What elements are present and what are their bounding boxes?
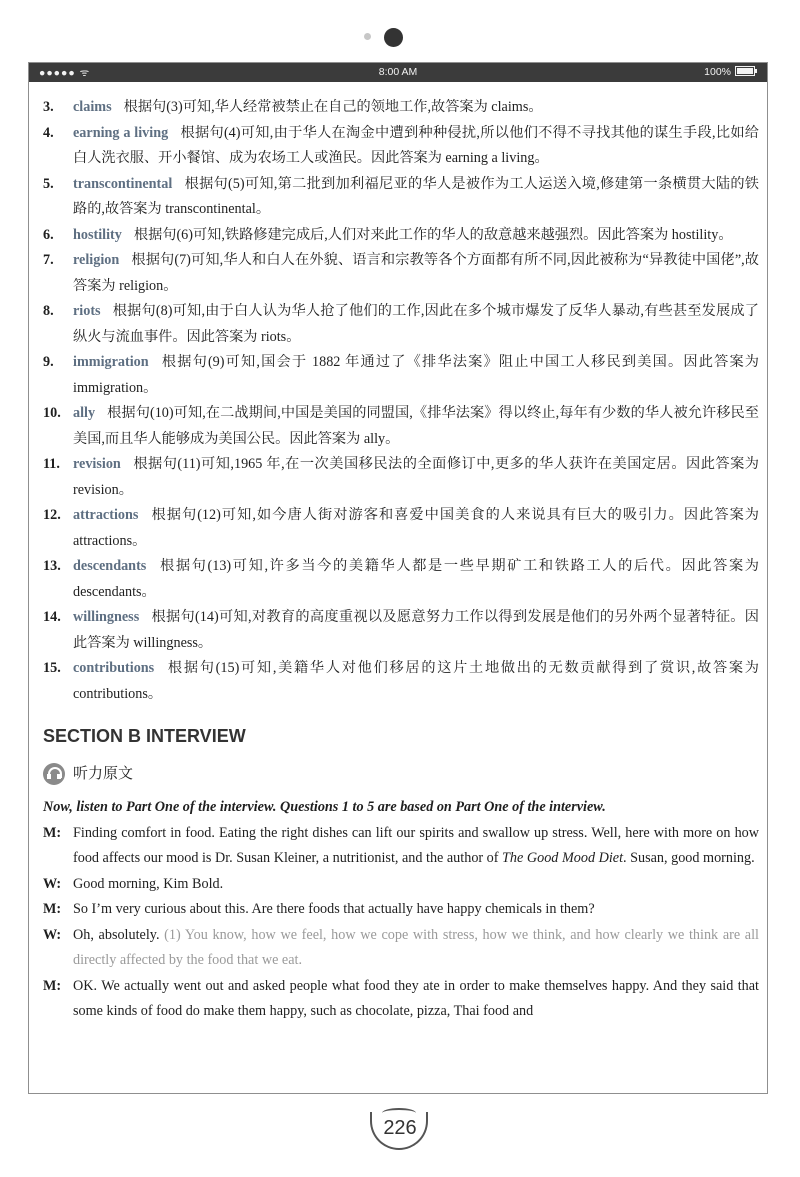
answer-explanation: 根据句(5)可知,第二批到加利福尼亚的华人是被作为工人运送入境,修建第一条横贯大陆的铁路的,故答案为 transcontinental。 xyxy=(73,175,759,217)
answer-item xyxy=(43,223,759,249)
dialogue-text xyxy=(73,897,759,923)
answer-keyword: ally xyxy=(73,405,96,421)
device-camera xyxy=(0,27,800,47)
speaker-label: M: xyxy=(43,901,62,917)
answer-body xyxy=(73,452,759,503)
answer-item xyxy=(43,656,759,707)
sensor-dot xyxy=(364,33,371,40)
speaker-label: W: xyxy=(43,926,62,943)
answer-keyword: willingness xyxy=(73,609,140,625)
answer-body xyxy=(73,248,759,299)
dialogue-segment: So I’m very curious about this. Are there foods that actually have happy chemicals in them? xyxy=(73,901,595,917)
answer-item xyxy=(43,299,759,350)
dialogue-segment: OK. We actually went out and asked people what food they ate in order to make themselves happy. And they said that some kinds of food do make them happy, such as chocolate, pizza, Thai food and xyxy=(73,977,759,1019)
answer-keyword: attractions xyxy=(73,507,139,523)
answer-number: 11. xyxy=(43,456,60,472)
answer-explanation: 根据句(15)可知,美籍华人对他们移居的这片土地做出的无数贡献得到了赏识,故答案为 contributions。 xyxy=(73,660,759,702)
answer-item xyxy=(43,95,759,121)
speaker-label: W: xyxy=(43,875,62,892)
speaker-label: M: xyxy=(43,824,62,841)
answer-explanation: 根据句(6)可知,铁路修建完成后,人们对来此工作的华人的敌意越来越强烈。因此答案为 hostility。 xyxy=(133,226,733,243)
answer-number: 14. xyxy=(43,609,61,625)
answer-body xyxy=(73,401,759,452)
answer-body xyxy=(73,554,759,605)
answer-list xyxy=(43,95,759,707)
answer-number: 15. xyxy=(43,660,61,676)
answer-number: 4. xyxy=(43,124,54,141)
answer-item xyxy=(43,503,759,554)
answer-keyword: riots xyxy=(73,303,101,319)
dialogue-text xyxy=(73,872,759,898)
dialogue-text xyxy=(73,974,759,1025)
listening-header xyxy=(43,757,759,791)
instruction-text: Now, listen to Part One of the interview. Questions 1 to 5 are based on Part One of the interview. xyxy=(43,799,606,815)
dialogue-segment: The Good Mood Diet xyxy=(502,850,624,866)
answer-explanation: 根据句(12)可知,如今唐人街对游客和喜爱中国美食的人来说具有巨大的吸引力。因此答案为 attractions。 xyxy=(73,507,759,549)
answer-number: 10. xyxy=(43,405,61,421)
dialogue-text xyxy=(73,923,759,974)
battery-status xyxy=(704,66,755,78)
answer-explanation: 根据句(11)可知,1965 年,在一次美国移民法的全面修订中,更多的华人获许在美国定居。因此答案为 revision。 xyxy=(73,456,759,498)
answer-keyword: descendants xyxy=(73,558,147,574)
answer-number: 6. xyxy=(43,226,54,243)
answer-number: 5. xyxy=(43,175,54,192)
speaker-label: M: xyxy=(43,977,62,994)
answer-keyword: revision xyxy=(73,456,121,472)
answer-body xyxy=(73,656,759,707)
answer-explanation: 根据句(10)可知,在二战期间,中国是美国的同盟国,《排华法案》得以终止,每年有少数的华人被允许移民至美国,而且华人能够成为美国公民。因此答案为 ally。 xyxy=(73,405,759,447)
answer-explanation: 根据句(7)可知,华人和白人在外貌、语言和宗教等各个方面都有所不同,因此被称为“异教徒中国佬”,故答案为 religion。 xyxy=(73,252,759,294)
camera-lens xyxy=(384,28,403,47)
signal-wifi-icon: ●●●●● ᯤ xyxy=(39,67,91,79)
answer-item xyxy=(43,554,759,605)
battery-percent: 100% xyxy=(704,66,731,78)
answer-item xyxy=(43,121,759,172)
answer-item xyxy=(43,401,759,452)
answer-item xyxy=(43,248,759,299)
status-bar xyxy=(29,63,767,82)
answer-keyword: earning a living xyxy=(73,124,169,141)
answer-number: 3. xyxy=(43,99,54,115)
answer-explanation: 根据句(13)可知,许多当今的美籍华人都是一些早期矿工和铁路工人的后代。因此答案为 descendants。 xyxy=(73,558,759,600)
section-title: SECTION B INTERVIEW xyxy=(43,726,246,746)
answer-keyword: contributions xyxy=(73,660,155,676)
answer-number: 8. xyxy=(43,303,54,319)
dialogue-line xyxy=(43,897,759,923)
answer-keyword: religion xyxy=(73,252,120,268)
dialogue-text xyxy=(73,821,759,872)
answer-number: 12. xyxy=(43,507,61,523)
answer-item xyxy=(43,172,759,223)
answer-body xyxy=(73,121,759,172)
dialogue-segment: (1) You know, how we feel, how we cope with stress, how we think, and how clearly we think are all directly affected by the food that we eat. xyxy=(73,926,759,968)
page-number: 226 xyxy=(383,1117,417,1139)
answer-item xyxy=(43,350,759,401)
dialogue-line xyxy=(43,974,759,1025)
battery-icon xyxy=(735,66,755,76)
answer-body xyxy=(73,172,759,223)
headphone-icon xyxy=(43,763,65,785)
device-screen xyxy=(28,62,768,1094)
answer-explanation: 根据句(14)可知,对教育的高度重视以及愿意努力工作以得到发展是他们的另外两个显著特征。因此答案为 willingness。 xyxy=(73,609,759,651)
answer-item xyxy=(43,605,759,656)
page-number-badge xyxy=(368,1108,432,1152)
answer-item xyxy=(43,452,759,503)
listening-label: 听力原文 xyxy=(73,766,134,782)
answer-keyword: hostility xyxy=(73,226,122,243)
dialogue-line xyxy=(43,872,759,898)
answer-number: 9. xyxy=(43,354,54,370)
answer-explanation: 根据句(3)可知,华人经常被禁止在自己的领地工作,故答案为 claims。 xyxy=(123,99,543,115)
status-time: 8:00 AM xyxy=(378,66,418,78)
dialogue-segment: Good morning, Kim Bold. xyxy=(73,875,224,892)
answer-number: 7. xyxy=(43,252,54,268)
answer-body xyxy=(73,95,759,121)
dialogue-line xyxy=(43,821,759,872)
answer-keyword: immigration xyxy=(73,354,149,370)
answer-body xyxy=(73,350,759,401)
dialogue-segment: Oh, absolutely. xyxy=(73,926,165,943)
dialogue-line xyxy=(43,923,759,974)
answer-explanation: 根据句(9)可知,国会于 1882 年通过了《排华法案》阻止中国工人移民到美国。因此答案为 immigration。 xyxy=(73,354,759,396)
dialogue xyxy=(43,821,759,1025)
answer-number: 13. xyxy=(43,558,61,574)
answer-explanation: 根据句(8)可知,由于白人认为华人抢了他们的工作,因此在多个城市爆发了反华人暴动,有些甚至发展成了纵火与流血事件。因此答案为 riots。 xyxy=(73,303,759,345)
dialogue-segment: Finding comfort in food. Eating the right dishes can lift our spirits and swallow up stress. Well, here with more on how food affects our mood is Dr. Susan Kleiner, a nutritionist, and the author of xyxy=(73,824,759,866)
answer-body xyxy=(73,605,759,656)
dialogue-segment: . Susan, good morning. xyxy=(623,850,755,866)
answer-body xyxy=(73,223,759,249)
answer-keyword: transcontinental xyxy=(73,175,173,192)
answer-explanation: 根据句(4)可知,由于华人在淘金中遭到种种侵扰,所以他们不得不寻找其他的谋生手段,比如给白人洗衣服、开小餐馆、成为农场工人或渔民。因此答案为 earning a living。 xyxy=(73,124,759,166)
answer-body xyxy=(73,299,759,350)
answer-keyword: claims xyxy=(73,99,112,115)
answer-body xyxy=(73,503,759,554)
page-content xyxy=(43,95,759,1025)
